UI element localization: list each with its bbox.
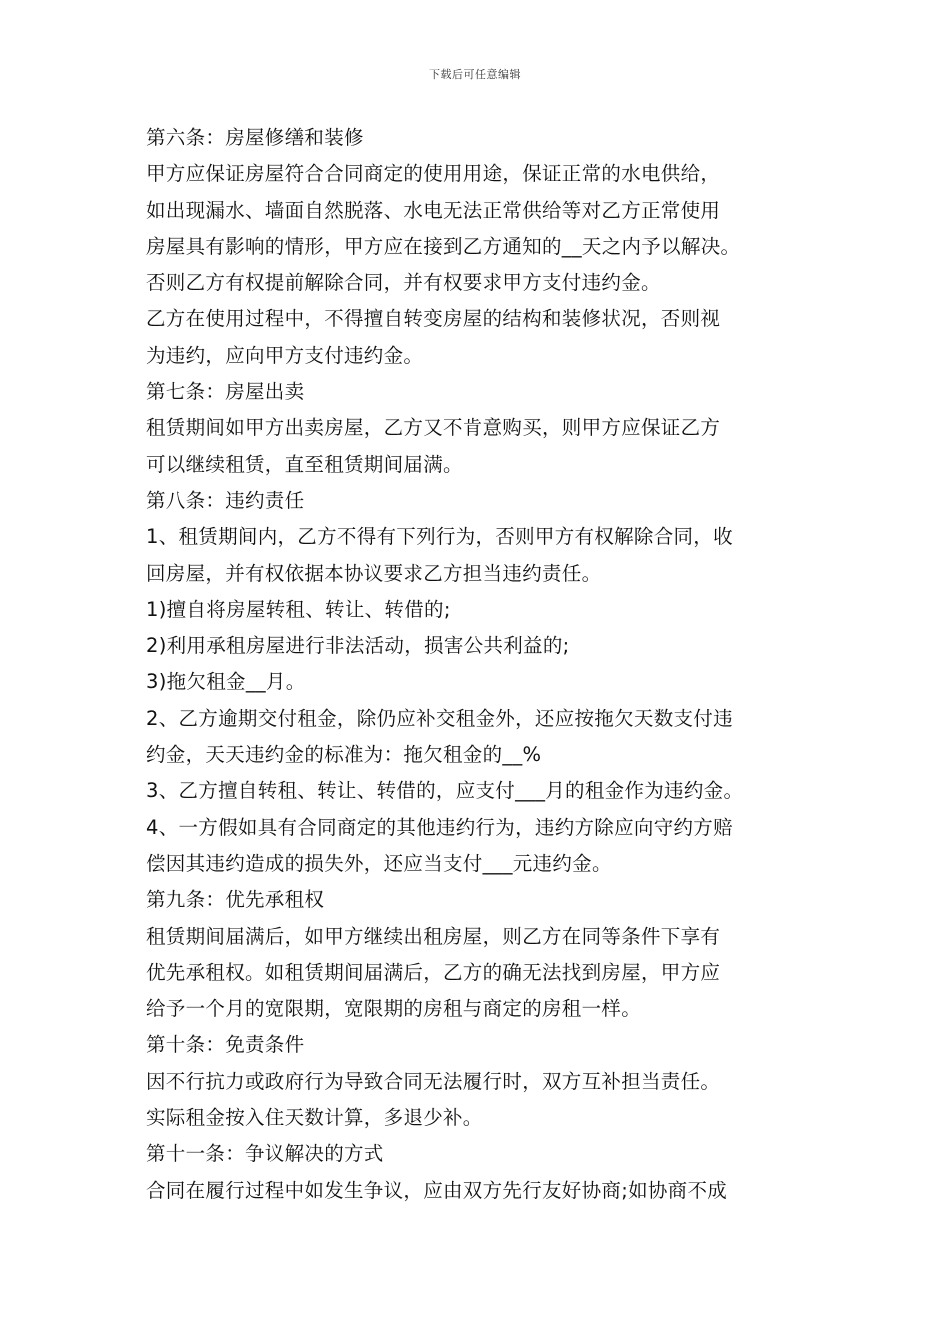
text-line: 否则乙方有权提前解除合同，并有权要求甲方支付违约金。 xyxy=(146,271,661,295)
text-line: 合同在履行过程中如发生争议，应由双方先行友好协商;如协商不成 xyxy=(146,1178,728,1202)
article-6-heading: 第六条：房屋修缮和装修 xyxy=(146,126,364,149)
text-line: 如出现漏水、墙面自然脱落、水电无法正常供给等对乙方正常使用 xyxy=(146,198,721,222)
text-line: 4、一方假如具有合同商定的其他违约行为，违约方除应向守约方赔 xyxy=(146,815,733,839)
article-10-heading: 第十条：免责条件 xyxy=(146,1033,305,1057)
text-line: 3、乙方擅自转租、转让、转借的，应支付___月的租金作为违约金。 xyxy=(146,779,744,803)
list-item: 3)拖欠租金__月。 xyxy=(146,670,306,694)
text-line: 为违约，应向甲方支付违约金。 xyxy=(146,343,424,367)
article-9-heading: 第九条：优先承租权 xyxy=(146,888,325,912)
text-line: 可以继续租赁，直至租赁期间届满。 xyxy=(146,452,463,476)
article-8-heading: 第八条：违约责任 xyxy=(146,488,305,512)
article-7-heading: 第七条：房屋出卖 xyxy=(146,380,305,404)
text-line: 租赁期间届满后，如甲方继续出租房屋，则乙方在同等条件下享有 xyxy=(146,924,721,948)
list-item: 1)擅自将房屋转租、转让、转借的; xyxy=(146,597,451,621)
page-header: 下载后可任意编辑 xyxy=(429,68,521,81)
document-body xyxy=(146,120,846,1209)
text-line: 回房屋，并有权依据本协议要求乙方担当违约责任。 xyxy=(146,561,602,585)
text-line: 实际租金按入住天数计算，多退少补。 xyxy=(146,1106,483,1130)
text-line: 1、租赁期间内，乙方不得有下列行为，否则甲方有权解除合同，收 xyxy=(146,525,733,549)
text-line: 房屋具有影响的情形，甲方应在接到乙方通知的__天之内予以解决。 xyxy=(146,234,741,258)
text-line: 优先承租权。如租赁期间届满后，乙方的确无法找到房屋，甲方应 xyxy=(146,960,721,984)
text-line: 甲方应保证房屋符合合同商定的使用用途，保证正常的水电供给， xyxy=(146,162,721,186)
text-line: 租赁期间如甲方出卖房屋，乙方又不肯意购买，则甲方应保证乙方 xyxy=(146,416,721,440)
list-item: 2)利用承租房屋进行非法活动，损害公共利益的; xyxy=(146,634,570,658)
text-line: 乙方在使用过程中，不得擅自转变房屋的结构和装修状况，否则视 xyxy=(146,307,721,331)
text-line: 给予一个月的宽限期，宽限期的房租与商定的房租一样。 xyxy=(146,997,642,1021)
text-line: 约金，天天违约金的标准为：拖欠租金的__% xyxy=(146,743,542,767)
text-line: 偿因其违约造成的损失外，还应当支付___元违约金。 xyxy=(146,851,612,875)
article-11-heading: 第十一条：争议解决的方式 xyxy=(146,1142,384,1166)
text-line: 2、乙方逾期交付租金，除仍应补交租金外，还应按拖欠天数支付违 xyxy=(146,706,733,730)
text-line: 因不行抗力或政府行为导致合同无法履行时，双方互补担当责任。 xyxy=(146,1069,721,1093)
